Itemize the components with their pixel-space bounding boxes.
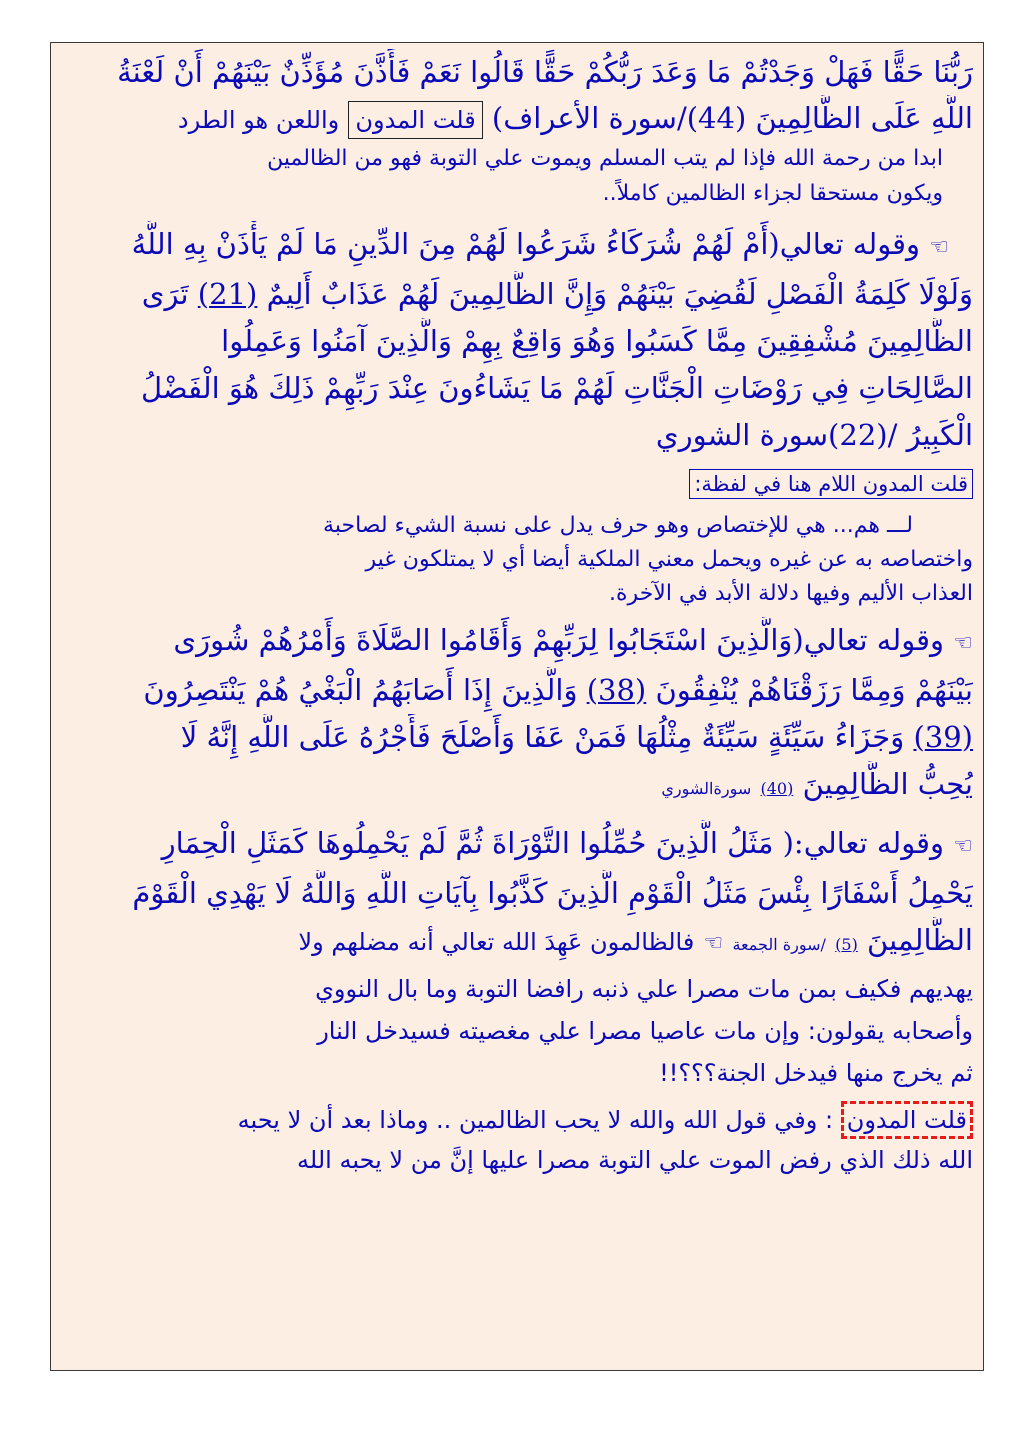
verse-line [61, 221, 973, 271]
verse-text: وقوله تعالي(أَمْ لَهُمْ شُرَكَاءُ شَرَعُوا لَهُمْ مِنَ الدِّينِ مَا لَمْ يَأْذَنْ بِهِ اللَّهُ [131, 227, 921, 261]
surah-name: /سورة الجمعة [732, 935, 826, 954]
pointing-hand-icon: ☜ [929, 235, 949, 260]
verse-text: اللَّهِ عَلَى الظَّالِمِينَ (44)/سورة الأعراف) [491, 101, 973, 135]
verse-number: (39) [913, 720, 973, 754]
note-line [61, 1100, 973, 1140]
blogger-note-box: قلت المدون [841, 1101, 973, 1139]
verse-number: (21) [197, 277, 258, 311]
note-line: واختصاصه به عن غيره ويحمل معني الملكية أيضا أي لا يمتلكون غير [365, 547, 973, 572]
verse-text: وَجَزَاءُ سَيِّئَةٍ سَيِّئَةٌ مِثْلُهَا فَمَنْ عَفَا وَأَصْلَحَ فَأَجْرُهُ عَلَى اللَّهِ إِنَّهُ لَا [180, 720, 905, 754]
note-text: فالظالمون عَهِدَ الله تعالي أنه مضلهم ولا [298, 928, 695, 956]
verse-line [61, 714, 973, 761]
verse-text: وقوله تعالي:( مَثَلُ الَّذِينَ حُمِّلُوا التَّوْرَاةَ ثُمَّ لَمْ يَحْمِلُوهَا كَمَثَلِ الْحِمَارِ [161, 826, 945, 860]
document-page [50, 42, 984, 1371]
note-line: العذاب الأليم وفيها دلالة الأبد في الآخرة. [609, 581, 973, 606]
verse-line [61, 917, 973, 968]
verse-text: تَرَى [141, 277, 189, 311]
verse-text: وقوله تعالي(وَالَّذِينَ اسْتَجَابُوا لِرَبِّهِمْ وَأَقَامُوا الصَّلَاةَ وَأَمْرُهُمْ شُورَى [173, 623, 945, 657]
section-heading: قلت المدون اللام هنا في لفظة: [689, 469, 973, 499]
verse-text: يُحِبُّ الظَّالِمِينَ [802, 767, 973, 801]
note-line: ابدا من رحمة الله فإذا لم يتب المسلم ويموت علي التوبة فهو من الظالمين [267, 146, 943, 171]
verse-number: (5) [835, 935, 858, 954]
note-line: ويكون مستحقا لجزاء الظالمين كاملاً.. [602, 181, 943, 206]
verse-line [61, 667, 973, 714]
verse-text: وَلَوْلَا كَلِمَةُ الْفَصْلِ لَقُضِيَ بَيْنَهُمْ وَإِنَّ الظَّالِمِينَ لَهُمْ عَذَابٌ أَلِيمٌ [266, 277, 973, 311]
verse-line [61, 761, 973, 812]
note-line: وأصحابه يقولون: وإن مات عاصيا مصرا علي مغصيته فسيدخل النار [317, 1017, 973, 1045]
pointing-hand-icon: ☜ [703, 931, 724, 956]
paragraph-araf [61, 49, 973, 211]
paragraph-lam [61, 509, 973, 611]
verse-number: (40) [760, 779, 794, 798]
verse-line [61, 271, 973, 318]
note-line: لـــ هم... هي للإختصاص وهو حرف يدل على نسبة الشيء لصاحبة [323, 513, 913, 538]
paragraph-final [61, 1100, 973, 1180]
note-text: : وفي قول الله والله لا يحب الظالمين .. وماذا بعد أن لا يحبه [237, 1106, 834, 1134]
verse-line [61, 617, 973, 667]
pointing-hand-icon: ☜ [953, 834, 973, 859]
verse-number: (38) [586, 673, 647, 707]
note-line: الله ذلك الذي رفض الموت علي التوبة مصرا عليها إنَّ من لا يحبه الله [297, 1146, 973, 1174]
paragraph-shura-21 [61, 221, 973, 459]
verse-text: الظَّالِمِينَ [867, 923, 973, 957]
paragraph-jumuah [61, 820, 973, 1094]
note-line: يهديهم فكيف بمن مات مصرا علي ذنبه رافضا التوبة وما بال النووي [315, 975, 973, 1003]
blogger-note-box: قلت المدون [348, 101, 482, 139]
note-text: واللعن هو الطرد [177, 106, 340, 134]
verse-line: رَبُّنَا حَقًّا فَهَلْ وَجَدْتُمْ مَا وَعَدَ رَبُّكُمْ حَقًّا قَالُوا نَعَمْ فَأَذَّنَ مُؤَذِّنٌ بَيْنَهُمْ أَنْ لَعْنَةُ [117, 55, 973, 89]
verse-line: الْكَبِيرُ /(22)سورة الشوري [655, 418, 973, 452]
verse-line [61, 95, 973, 141]
verse-line: الظَّالِمِينَ مُشْفِقِينَ مِمَّا كَسَبُوا وَهُوَ وَاقِعٌ بِهِمْ وَالَّذِينَ آمَنُوا وَعَمِلُوا [221, 324, 973, 358]
verse-text: وَالَّذِينَ إِذَا أَصَابَهُمُ الْبَغْيُ هُمْ يَنْتَصِرُونَ [143, 673, 578, 707]
pointing-hand-icon: ☜ [953, 631, 973, 656]
verse-line [61, 820, 973, 870]
verse-line: الصَّالِحَاتِ فِي رَوْضَاتِ الْجَنَّاتِ لَهُمْ مَا يَشَاءُونَ عِنْدَ رَبِّهِمْ ذَلِكَ هُوَ الْفَضْلُ [140, 371, 973, 405]
surah-name: سورةالشوري [661, 779, 752, 798]
note-line: ثم يخرج منها فيدخل الجنة؟؟؟!! [659, 1059, 973, 1087]
verse-text: بَيْنَهُمْ وَمِمَّا رَزَقْنَاهُمْ يُنْفِقُونَ [655, 673, 973, 707]
verse-line: يَحْمِلُ أَسْفَارًا بِئْسَ مَثَلُ الْقَوْمِ الَّذِينَ كَذَّبُوا بِآيَاتِ اللَّهِ وَاللَّهُ لَا يَهْدِي الْقَوْمَ [132, 876, 973, 910]
paragraph-shura-38 [61, 617, 973, 812]
